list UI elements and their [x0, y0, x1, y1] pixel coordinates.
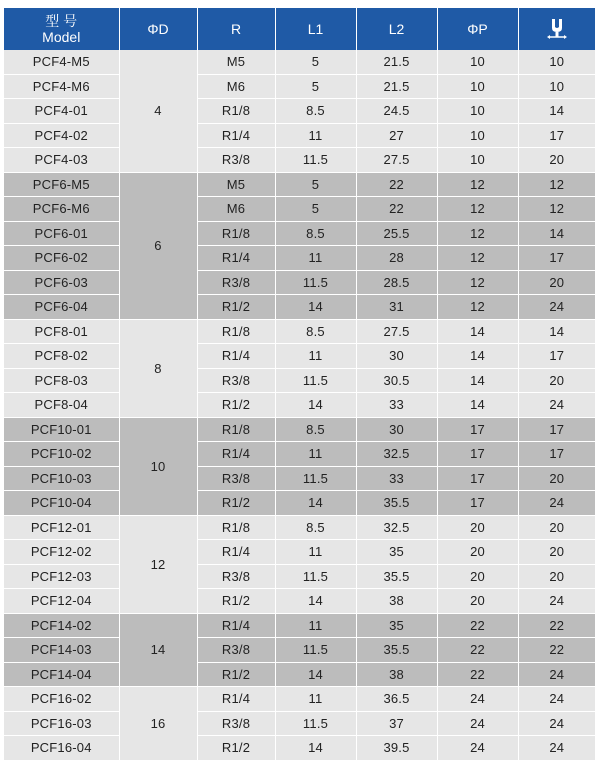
- cell-r: R1/2: [197, 736, 275, 761]
- cell-r: R3/8: [197, 368, 275, 393]
- cell-r: R1/8: [197, 319, 275, 344]
- cell-l1: 5: [275, 74, 356, 99]
- cell-r: R1/8: [197, 99, 275, 124]
- header-p: ΦP: [437, 8, 518, 50]
- table-row: [4, 540, 595, 565]
- cell-wrench: 24: [518, 295, 595, 320]
- cell-model: PCF4-01: [4, 99, 119, 124]
- cell-model: PCF4-M5: [4, 50, 119, 74]
- cell-l2: 30.5: [356, 368, 437, 393]
- cell-l2: 33: [356, 393, 437, 418]
- cell-p: 14: [437, 344, 518, 369]
- cell-l1: 14: [275, 491, 356, 516]
- header-r: R: [197, 8, 275, 50]
- cell-model: PCF6-M5: [4, 172, 119, 197]
- table-row: [4, 515, 595, 540]
- cell-r: R3/8: [197, 711, 275, 736]
- cell-wrench: 12: [518, 197, 595, 222]
- cell-model: PCF6-02: [4, 246, 119, 271]
- cell-r: R1/4: [197, 687, 275, 712]
- cell-model: PCF10-02: [4, 442, 119, 467]
- cell-l2: 21.5: [356, 74, 437, 99]
- table-row: [4, 123, 595, 148]
- cell-wrench: 17: [518, 417, 595, 442]
- header-model-cn: 型 号: [45, 13, 78, 29]
- cell-l2: 25.5: [356, 221, 437, 246]
- cell-p: 10: [437, 123, 518, 148]
- table-row: [4, 197, 595, 222]
- cell-wrench: 14: [518, 319, 595, 344]
- spec-table-container: [4, 8, 595, 761]
- cell-r: M5: [197, 172, 275, 197]
- cell-p: 17: [437, 466, 518, 491]
- cell-p: 24: [437, 687, 518, 712]
- cell-wrench: 24: [518, 662, 595, 687]
- cell-wrench: 22: [518, 613, 595, 638]
- cell-model: PCF10-01: [4, 417, 119, 442]
- cell-r: R3/8: [197, 638, 275, 663]
- cell-l1: 14: [275, 589, 356, 614]
- cell-model: PCF14-04: [4, 662, 119, 687]
- cell-wrench: 10: [518, 74, 595, 99]
- cell-l1: 11: [275, 613, 356, 638]
- table-row: [4, 148, 595, 173]
- cell-l1: 11.5: [275, 270, 356, 295]
- cell-l1: 11: [275, 687, 356, 712]
- table-row: [4, 74, 595, 99]
- cell-l1: 11.5: [275, 466, 356, 491]
- cell-r: R1/4: [197, 613, 275, 638]
- cell-p: 20: [437, 564, 518, 589]
- cell-r: R3/8: [197, 466, 275, 491]
- cell-r: R3/8: [197, 564, 275, 589]
- cell-p: 14: [437, 368, 518, 393]
- cell-wrench: 22: [518, 638, 595, 663]
- table-row: [4, 50, 595, 74]
- cell-r: R1/4: [197, 442, 275, 467]
- cell-p: 10: [437, 74, 518, 99]
- cell-l1: 11: [275, 246, 356, 271]
- cell-wrench: 24: [518, 589, 595, 614]
- cell-p: 20: [437, 589, 518, 614]
- cell-model: PCF12-02: [4, 540, 119, 565]
- cell-l1: 5: [275, 50, 356, 74]
- spec-table: [4, 8, 595, 761]
- cell-l2: 35.5: [356, 491, 437, 516]
- table-row: [4, 368, 595, 393]
- cell-l2: 24.5: [356, 99, 437, 124]
- cell-l1: 11: [275, 344, 356, 369]
- cell-model: PCF4-M6: [4, 74, 119, 99]
- cell-l2: 27.5: [356, 319, 437, 344]
- cell-l2: 35.5: [356, 564, 437, 589]
- table-row: [4, 589, 595, 614]
- cell-p: 12: [437, 172, 518, 197]
- cell-model: PCF16-03: [4, 711, 119, 736]
- cell-l1: 5: [275, 197, 356, 222]
- cell-l1: 8.5: [275, 417, 356, 442]
- cell-r: R1/8: [197, 515, 275, 540]
- cell-p: 24: [437, 736, 518, 761]
- cell-r: R1/2: [197, 295, 275, 320]
- cell-l1: 11.5: [275, 638, 356, 663]
- cell-model: PCF8-03: [4, 368, 119, 393]
- cell-r: R1/4: [197, 246, 275, 271]
- cell-model: PCF6-M6: [4, 197, 119, 222]
- header-model: [4, 8, 119, 50]
- cell-wrench: 14: [518, 221, 595, 246]
- cell-model: PCF10-03: [4, 466, 119, 491]
- cell-l2: 22: [356, 172, 437, 197]
- cell-l2: 27.5: [356, 148, 437, 173]
- cell-diameter: 12: [119, 515, 197, 613]
- cell-l2: 30: [356, 344, 437, 369]
- cell-l2: 38: [356, 589, 437, 614]
- cell-p: 14: [437, 393, 518, 418]
- header-d: ΦD: [119, 8, 197, 50]
- cell-p: 10: [437, 148, 518, 173]
- cell-l2: 32.5: [356, 515, 437, 540]
- cell-model: PCF8-01: [4, 319, 119, 344]
- table-row: [4, 564, 595, 589]
- cell-r: M6: [197, 74, 275, 99]
- table-row: [4, 687, 595, 712]
- table-row: [4, 662, 595, 687]
- wrench-size-icon: [545, 16, 569, 42]
- table-row: [4, 613, 595, 638]
- cell-wrench: 17: [518, 442, 595, 467]
- cell-l1: 14: [275, 736, 356, 761]
- cell-model: PCF6-04: [4, 295, 119, 320]
- cell-model: PCF8-04: [4, 393, 119, 418]
- cell-l2: 27: [356, 123, 437, 148]
- table-row: [4, 442, 595, 467]
- table-row: [4, 295, 595, 320]
- cell-l2: 37: [356, 711, 437, 736]
- cell-wrench: 14: [518, 99, 595, 124]
- cell-r: R1/4: [197, 540, 275, 565]
- cell-p: 20: [437, 540, 518, 565]
- cell-l1: 8.5: [275, 99, 356, 124]
- cell-model: PCF8-02: [4, 344, 119, 369]
- cell-r: R1/4: [197, 344, 275, 369]
- header-model-en: Model: [42, 29, 81, 45]
- cell-wrench: 24: [518, 491, 595, 516]
- cell-l1: 8.5: [275, 319, 356, 344]
- cell-model: PCF4-03: [4, 148, 119, 173]
- cell-diameter: 6: [119, 172, 197, 319]
- cell-diameter: 14: [119, 613, 197, 687]
- cell-p: 22: [437, 638, 518, 663]
- cell-model: PCF12-03: [4, 564, 119, 589]
- cell-r: R1/8: [197, 417, 275, 442]
- header-l2: L2: [356, 8, 437, 50]
- cell-p: 17: [437, 417, 518, 442]
- cell-model: PCF6-03: [4, 270, 119, 295]
- cell-p: 22: [437, 613, 518, 638]
- cell-p: 14: [437, 319, 518, 344]
- cell-diameter: 10: [119, 417, 197, 515]
- cell-r: R1/2: [197, 662, 275, 687]
- cell-l1: 11.5: [275, 711, 356, 736]
- cell-model: PCF10-04: [4, 491, 119, 516]
- header-wrench: [518, 8, 595, 50]
- cell-l2: 35: [356, 540, 437, 565]
- cell-l2: 21.5: [356, 50, 437, 74]
- cell-diameter: 8: [119, 319, 197, 417]
- cell-l2: 22: [356, 197, 437, 222]
- table-row: [4, 319, 595, 344]
- cell-l2: 38: [356, 662, 437, 687]
- cell-r: R3/8: [197, 148, 275, 173]
- cell-r: R1/2: [197, 491, 275, 516]
- cell-p: 20: [437, 515, 518, 540]
- cell-r: M6: [197, 197, 275, 222]
- cell-l1: 11: [275, 123, 356, 148]
- cell-l1: 11: [275, 540, 356, 565]
- cell-l1: 11.5: [275, 368, 356, 393]
- cell-model: PCF4-02: [4, 123, 119, 148]
- cell-wrench: 12: [518, 172, 595, 197]
- cell-l1: 5: [275, 172, 356, 197]
- cell-wrench: 20: [518, 515, 595, 540]
- cell-l2: 39.5: [356, 736, 437, 761]
- cell-model: PCF16-04: [4, 736, 119, 761]
- cell-r: R3/8: [197, 270, 275, 295]
- cell-l1: 14: [275, 295, 356, 320]
- cell-l2: 35: [356, 613, 437, 638]
- cell-l1: 11.5: [275, 564, 356, 589]
- header-l1: L1: [275, 8, 356, 50]
- cell-wrench: 20: [518, 466, 595, 491]
- cell-l1: 8.5: [275, 515, 356, 540]
- table-row: [4, 417, 595, 442]
- table-row: [4, 466, 595, 491]
- cell-p: 12: [437, 221, 518, 246]
- cell-diameter: 4: [119, 50, 197, 172]
- cell-l2: 35.5: [356, 638, 437, 663]
- cell-l1: 11: [275, 442, 356, 467]
- cell-l2: 36.5: [356, 687, 437, 712]
- cell-diameter: 16: [119, 687, 197, 761]
- cell-wrench: 24: [518, 393, 595, 418]
- cell-l2: 32.5: [356, 442, 437, 467]
- cell-p: 10: [437, 99, 518, 124]
- cell-r: R1/4: [197, 123, 275, 148]
- cell-wrench: 24: [518, 687, 595, 712]
- cell-l2: 31: [356, 295, 437, 320]
- cell-l1: 11.5: [275, 148, 356, 173]
- cell-model: PCF12-01: [4, 515, 119, 540]
- cell-r: R1/2: [197, 589, 275, 614]
- cell-l1: 8.5: [275, 221, 356, 246]
- cell-r: R1/2: [197, 393, 275, 418]
- cell-l2: 33: [356, 466, 437, 491]
- cell-model: PCF6-01: [4, 221, 119, 246]
- cell-wrench: 20: [518, 564, 595, 589]
- table-header-row: [4, 8, 595, 50]
- cell-p: 17: [437, 491, 518, 516]
- cell-wrench: 20: [518, 270, 595, 295]
- cell-l2: 30: [356, 417, 437, 442]
- cell-p: 12: [437, 246, 518, 271]
- cell-wrench: 17: [518, 123, 595, 148]
- table-row: [4, 491, 595, 516]
- cell-p: 10: [437, 50, 518, 74]
- cell-l1: 14: [275, 393, 356, 418]
- cell-wrench: 24: [518, 711, 595, 736]
- cell-wrench: 24: [518, 736, 595, 761]
- table-row: [4, 344, 595, 369]
- table-row: [4, 172, 595, 197]
- cell-wrench: 17: [518, 344, 595, 369]
- cell-model: PCF14-02: [4, 613, 119, 638]
- cell-p: 24: [437, 711, 518, 736]
- cell-wrench: 10: [518, 50, 595, 74]
- table-row: [4, 221, 595, 246]
- cell-r: R1/8: [197, 221, 275, 246]
- cell-l1: 14: [275, 662, 356, 687]
- table-row: [4, 711, 595, 736]
- table-row: [4, 736, 595, 761]
- cell-wrench: 17: [518, 246, 595, 271]
- cell-model: PCF14-03: [4, 638, 119, 663]
- cell-l2: 28: [356, 246, 437, 271]
- cell-p: 12: [437, 270, 518, 295]
- table-row: [4, 270, 595, 295]
- cell-r: M5: [197, 50, 275, 74]
- cell-model: PCF16-02: [4, 687, 119, 712]
- cell-p: 17: [437, 442, 518, 467]
- table-row: [4, 638, 595, 663]
- cell-p: 12: [437, 295, 518, 320]
- cell-p: 22: [437, 662, 518, 687]
- cell-l2: 28.5: [356, 270, 437, 295]
- cell-wrench: 20: [518, 148, 595, 173]
- cell-p: 12: [437, 197, 518, 222]
- cell-model: PCF12-04: [4, 589, 119, 614]
- table-row: [4, 99, 595, 124]
- table-row: [4, 246, 595, 271]
- spec-table-body: [4, 50, 595, 760]
- cell-wrench: 20: [518, 368, 595, 393]
- table-row: [4, 393, 595, 418]
- cell-wrench: 20: [518, 540, 595, 565]
